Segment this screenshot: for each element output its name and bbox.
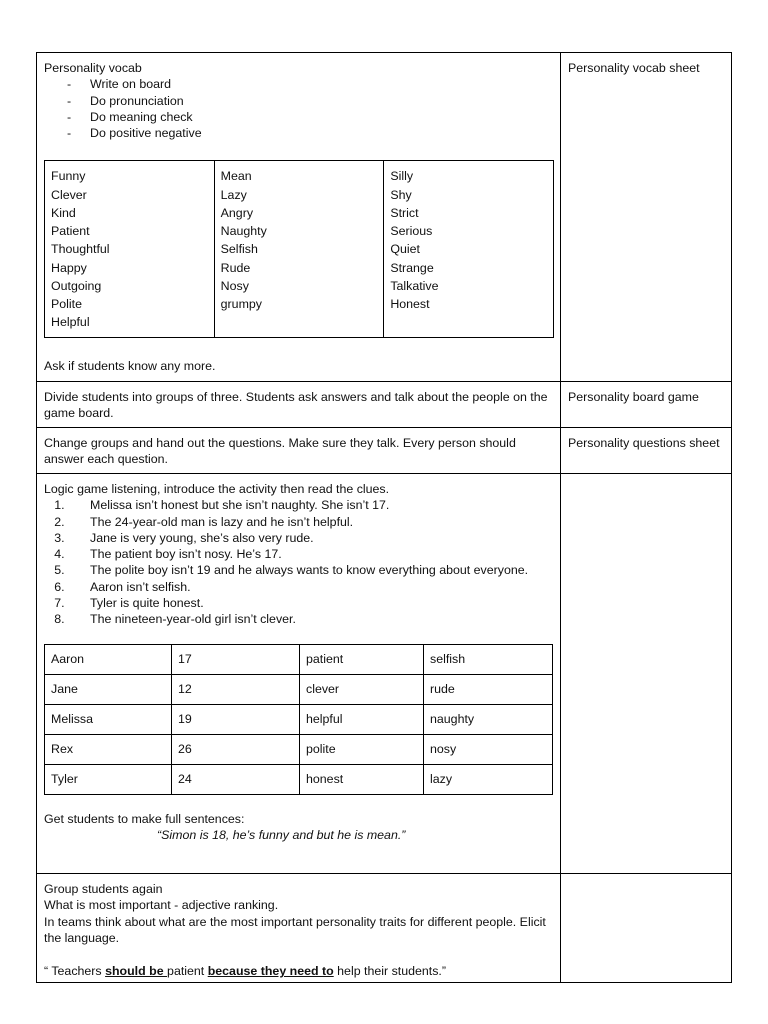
quote-emphasis: because they need to	[207, 964, 334, 979]
procedure-cell	[37, 474, 561, 874]
vocab-word: Nosy	[220, 278, 249, 293]
material-label: Personality vocab sheet	[568, 61, 700, 75]
vocab-word: Angry	[220, 205, 254, 220]
lesson-plan-table	[36, 52, 732, 983]
vocab-word: Outgoing	[51, 278, 102, 293]
step-item: - Do meaning check	[67, 109, 553, 125]
vocab-word: Thoughtful	[51, 242, 110, 257]
vocab-word: Lazy	[220, 187, 247, 202]
clue-item: 2. The 24-year-old man is lazy and he isn’t helpful.	[68, 514, 553, 530]
clue-item: 7. Tyler is quite honest.	[68, 595, 553, 611]
table-cell: 12	[172, 674, 300, 704]
vocab-word: Clever	[51, 187, 87, 202]
vocab-word: Talkative	[390, 278, 439, 293]
material-label: Personality board game	[568, 390, 699, 404]
quote-text: “ Teachers	[44, 964, 106, 979]
vocab-word: Polite	[51, 296, 82, 311]
section-heading: Logic game listening, introduce the activity then read the clues.	[44, 482, 390, 496]
procedure-cell	[37, 428, 561, 474]
table-cell: naughty	[424, 704, 553, 734]
vocab-word: Helpful	[51, 315, 90, 330]
materials-cell	[561, 382, 732, 428]
row-board-game	[37, 382, 732, 428]
materials-cell	[561, 428, 732, 474]
vocab-word: Serious	[390, 224, 433, 239]
table-cell: Rex	[45, 734, 172, 764]
table-cell: Melissa	[45, 704, 172, 734]
table-cell: patient	[300, 644, 424, 674]
clue-item: 6. Aaron isn’t selfish.	[68, 579, 553, 595]
clues-list	[44, 497, 553, 627]
procedure-line: What is most important - adjective ranking.	[44, 898, 279, 913]
procedure-cell	[37, 53, 561, 382]
clue-item: 1. Melissa isn’t honest but she isn’t naughty. She isn’t 17.	[68, 497, 553, 513]
table-cell: lazy	[424, 764, 553, 794]
row-adjective-ranking	[37, 874, 732, 983]
procedure-text: Divide students into groups of three. Students ask answers and talk about the people on the game board.	[44, 390, 548, 421]
vocab-word: Naughty	[220, 224, 267, 239]
vocab-word: Honest	[390, 296, 430, 311]
table-cell: 19	[172, 704, 300, 734]
vocab-word: Quiet	[390, 242, 420, 257]
clue-item: 5. The polite boy isn’t 19 and he always wants to know everything about everyone.	[68, 562, 553, 578]
table-cell: nosy	[424, 734, 553, 764]
vocab-word: Funny	[51, 169, 86, 184]
row-questions	[37, 428, 732, 474]
materials-cell	[561, 874, 732, 983]
vocab-table	[44, 160, 554, 338]
prompt-text: Get students to make full sentences:	[44, 811, 245, 826]
step-item: - Do positive negative	[67, 125, 553, 141]
table-cell: Jane	[45, 674, 172, 704]
vocab-word: Shy	[390, 187, 412, 202]
step-item: - Write on board	[67, 76, 553, 92]
clue-item: 3. Jane is very young, she’s also very rude.	[68, 530, 553, 546]
quote-text: patient	[167, 964, 208, 979]
table-row	[45, 674, 553, 704]
table-row	[45, 644, 553, 674]
clue-item: 4. The patient boy isn’t nosy. He’s 17.	[68, 546, 553, 562]
vocab-column-negative	[214, 161, 384, 338]
procedure-cell	[37, 874, 561, 983]
procedure-text: Change groups and hand out the questions. Make sure they talk. Every person should answer each question.	[44, 436, 516, 467]
steps-list	[44, 76, 553, 141]
vocab-word: grumpy	[220, 296, 262, 311]
vocab-column-positive	[45, 161, 215, 338]
table-cell: 17	[172, 644, 300, 674]
procedure-cell	[37, 382, 561, 428]
step-item: - Do pronunciation	[67, 93, 553, 109]
vocab-word: Happy	[51, 260, 87, 275]
vocab-word: Strict	[390, 205, 419, 220]
table-cell: polite	[300, 734, 424, 764]
row-personality-vocab	[37, 53, 732, 382]
table-cell: Aaron	[45, 644, 172, 674]
clue-item: 8. The nineteen-year-old girl isn’t clever.	[68, 611, 553, 627]
table-cell: helpful	[300, 704, 424, 734]
footer-note: Ask if students know any more.	[44, 359, 216, 374]
table-cell: rude	[424, 674, 553, 704]
vocab-word: Strange	[390, 260, 434, 275]
quote-text: help their students.”	[333, 964, 446, 979]
vocab-word: Selfish	[220, 242, 258, 257]
vocab-column-mixed	[384, 161, 554, 338]
row-logic-game	[37, 474, 732, 874]
vocab-word: Mean	[220, 169, 252, 184]
materials-cell	[561, 474, 732, 874]
example-sentence: “Simon is 18, he’s funny and but he is mean.”	[157, 827, 406, 842]
vocab-word: Kind	[51, 205, 76, 220]
vocab-word: Patient	[51, 224, 90, 239]
procedure-line: Group students again	[44, 882, 163, 896]
logic-table	[44, 644, 553, 795]
table-cell: clever	[300, 674, 424, 704]
table-cell: 26	[172, 734, 300, 764]
table-cell: selfish	[424, 644, 553, 674]
materials-cell	[561, 53, 732, 382]
table-row	[45, 764, 553, 794]
table-cell: 24	[172, 764, 300, 794]
vocab-word: Silly	[390, 169, 414, 184]
table-cell: Tyler	[45, 764, 172, 794]
material-label: Personality questions sheet	[568, 436, 720, 450]
table-cell: honest	[300, 764, 424, 794]
quote-emphasis: should be	[105, 964, 168, 979]
table-row	[45, 734, 553, 764]
example-quote	[44, 963, 553, 979]
procedure-line: In teams think about what are the most important personality traits for different people. Elicit the language.	[44, 914, 546, 945]
table-row	[45, 704, 553, 734]
vocab-word: Rude	[220, 260, 251, 275]
section-heading: Personality vocab	[44, 61, 142, 75]
